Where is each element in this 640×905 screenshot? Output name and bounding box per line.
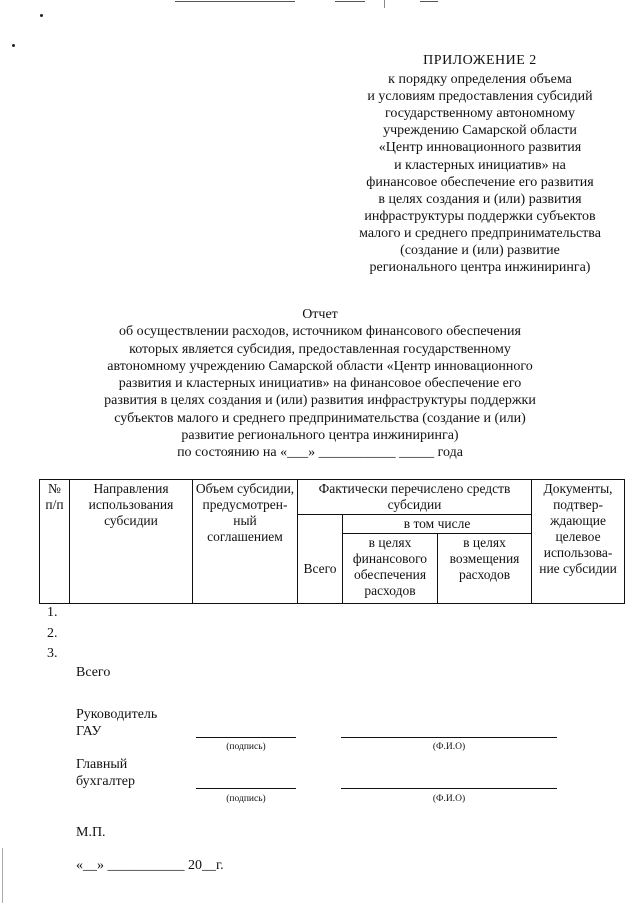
appendix-line: малого и среднего предпринимательства: [359, 225, 601, 241]
header-num: № п/п: [40, 480, 70, 604]
stamp-label: М.П.: [76, 825, 106, 840]
appendix-line: «Центр инновационного развития: [378, 140, 582, 156]
appendix-line: финансовое обеспечение его развития: [366, 174, 594, 190]
report-line: автономному учреждению Самарской области «Центр инновационного: [107, 358, 533, 374]
accountant-label: [76, 756, 135, 790]
head-name-line: [341, 737, 557, 738]
report-table: [39, 479, 625, 604]
report-line: субъектов малого и среднего предпринимательства (создание и (или): [114, 410, 526, 426]
accountant-label-line: бухгалтер: [76, 774, 135, 789]
table-row: 1.: [47, 605, 58, 620]
appendix-line: инфраструктуры поддержки субъектов: [364, 208, 596, 224]
scan-speck: [12, 44, 15, 47]
appendix-line: в целях создания и (или) развития: [378, 191, 582, 207]
header-financing: в целях финансового обеспечения расходов: [343, 534, 438, 604]
scan-top-mark: [420, 1, 438, 2]
accountant-label-line: Главный: [76, 757, 128, 772]
table-rows: [47, 603, 58, 665]
scan-speck: [40, 14, 43, 17]
accountant-name-caption: (Ф.И.О): [432, 794, 466, 804]
report-title: Отчет: [302, 307, 338, 322]
appendix-line: учреждению Самарской области: [383, 123, 577, 139]
report-heading: [20, 306, 620, 462]
head-label-line: Руководитель: [76, 707, 158, 722]
scan-top-mark: [175, 1, 295, 2]
head-name-caption: (Ф.И.О): [432, 742, 466, 752]
report-line: развития и кластерных инициатив» на финансовое обеспечение его: [118, 376, 522, 392]
header-volume: Объем субсидии, предусмотрен-ный соглашением: [193, 480, 298, 604]
appendix-line: и кластерных инициатив» на: [394, 157, 566, 173]
head-signature-line: [196, 737, 296, 738]
header-total: Всего: [298, 515, 343, 604]
appendix-header: [330, 52, 630, 276]
scan-top-mark: [384, 0, 385, 8]
appendix-line: к порядку определения объема: [388, 72, 572, 88]
header-direction: Направления использования субсидии: [70, 480, 193, 604]
appendix-line: и условиям предоставления субсидий: [367, 89, 593, 105]
report-line: которых является субсидия, предоставленная государственному: [129, 341, 511, 357]
accountant-name-line: [341, 788, 557, 789]
report-line: развитие регионального центра инжиниринга): [181, 428, 459, 444]
accountant-signature-caption: (подпись): [226, 794, 266, 804]
header-actual: Фактически перечислено средств субсидии: [298, 480, 532, 515]
table-total-label: Всего: [76, 665, 111, 680]
header-reimbursement: в целях возмещения расходов: [438, 534, 532, 604]
report-line: развития в целях создания и (или) развития инфраструктуры поддержки: [104, 393, 536, 409]
header-documents: Документы, подтвер-ждающие целевое использова-ние субсидии: [532, 480, 625, 604]
appendix-title: ПРИЛОЖЕНИЕ 2: [423, 53, 537, 68]
table-row: 3.: [47, 646, 58, 661]
report-line: об осуществлении расходов, источником финансового обеспечения: [119, 324, 521, 340]
footer-date: «__» ___________ 20__г.: [76, 858, 224, 873]
appendix-line: государственному автономному: [385, 106, 575, 122]
scan-left-edge: [2, 848, 3, 903]
table-row: 2.: [47, 625, 58, 641]
head-signature-caption: (подпись): [226, 742, 266, 752]
head-label-line: ГАУ: [76, 724, 102, 739]
head-label: [76, 706, 157, 740]
header-including: в том числе: [343, 515, 532, 534]
accountant-signature-line: [196, 788, 296, 789]
appendix-line: регионального центра инжиниринга): [369, 260, 591, 276]
scan-top-mark: [335, 1, 365, 2]
report-date-line: по состоянию на «___» ___________ _____ года: [177, 445, 463, 461]
appendix-line: (создание и (или) развитие: [400, 243, 560, 259]
